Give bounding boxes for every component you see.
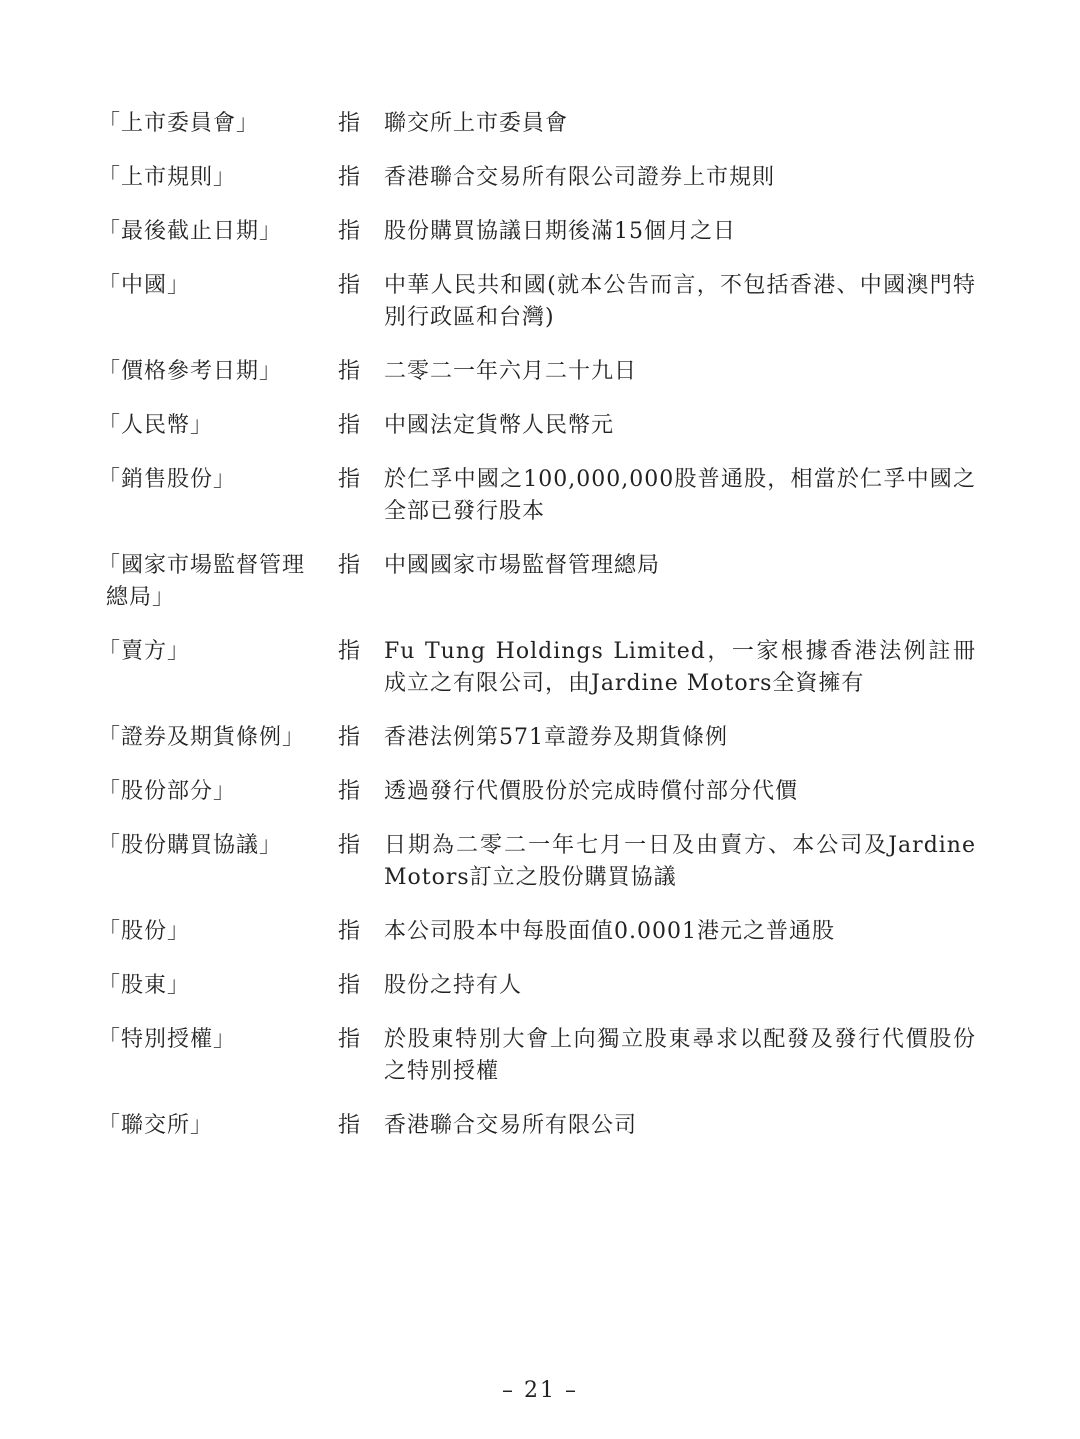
definition-means: 指 xyxy=(338,467,361,492)
definition-means: 指 xyxy=(338,973,361,998)
definition-term: 「股份」 xyxy=(98,919,191,944)
definition-row xyxy=(98,162,988,194)
definition-means: 指 xyxy=(338,165,361,190)
definition-row xyxy=(98,636,988,700)
definition-term: 「人民幣」 xyxy=(98,413,214,438)
definition-row xyxy=(98,916,988,948)
definition-term: 「上市委員會」 xyxy=(98,111,260,136)
definitions-list xyxy=(98,108,988,1164)
definition-means: 指 xyxy=(338,1027,361,1052)
definition-row xyxy=(98,216,988,248)
definition-description: 香港聯合交易所有限公司 xyxy=(384,1113,638,1138)
definition-term: 「賣方」 xyxy=(98,639,191,664)
definition-row xyxy=(98,550,988,614)
definition-means: 指 xyxy=(338,553,361,578)
definition-row xyxy=(98,776,988,808)
definition-description: Fu Tung Holdings Limited，一家根據香港法例註冊成立之有限公司，由Jardine Motors全資擁有 xyxy=(384,639,976,696)
definition-row xyxy=(98,1110,988,1142)
definition-row xyxy=(98,410,988,442)
definition-row xyxy=(98,356,988,388)
definition-term: 「最後截止日期」 xyxy=(98,219,283,244)
definition-term: 「股份購買協議」 xyxy=(98,833,283,858)
definition-term: 「上市規則」 xyxy=(98,165,237,190)
definition-description: 香港法例第571章證券及期貨條例 xyxy=(384,725,728,750)
definition-row xyxy=(98,830,988,894)
definition-description: 本公司股本中每股面值0.0001港元之普通股 xyxy=(384,919,835,944)
definition-means: 指 xyxy=(338,833,361,858)
definition-term: 「特別授權」 xyxy=(98,1027,237,1052)
definition-means: 指 xyxy=(338,1113,361,1138)
definition-description: 聯交所上市委員會 xyxy=(384,111,569,136)
definition-row xyxy=(98,108,988,140)
definition-means: 指 xyxy=(338,219,361,244)
definition-term: 「證券及期貨條例」 xyxy=(98,725,306,750)
definition-term: 「國家市場監督管理 總局」 xyxy=(98,553,306,610)
definition-description: 於股東特別大會上向獨立股東尋求以配發及發行代價股份之特別授權 xyxy=(384,1027,976,1084)
definition-description: 中華人民共和國(就本公告而言，不包括香港、中國澳門特別行政區和台灣) xyxy=(384,273,976,330)
definition-row xyxy=(98,1024,988,1088)
definition-row xyxy=(98,270,988,334)
definition-description: 中國法定貨幣人民幣元 xyxy=(384,413,615,438)
definition-description: 透過發行代價股份於完成時償付部分代價 xyxy=(384,779,799,804)
definition-description: 日期為二零二一年七月一日及由賣方、本公司及Jardine Motors訂立之股份購買協議 xyxy=(384,833,976,890)
definition-description: 於仁孚中國之100,000,000股普通股，相當於仁孚中國之全部已發行股本 xyxy=(384,467,976,524)
definition-term: 「股東」 xyxy=(98,973,191,998)
definition-means: 指 xyxy=(338,111,361,136)
definition-term: 「中國」 xyxy=(98,273,191,298)
definition-means: 指 xyxy=(338,413,361,438)
definition-means: 指 xyxy=(338,639,361,664)
definition-row xyxy=(98,970,988,1002)
definition-term: 「價格參考日期」 xyxy=(98,359,283,384)
definition-row xyxy=(98,722,988,754)
page-number: – 21 – xyxy=(502,1378,578,1403)
definition-term: 「聯交所」 xyxy=(98,1113,214,1138)
definition-term: 「股份部分」 xyxy=(98,779,237,804)
definition-means: 指 xyxy=(338,779,361,804)
definition-means: 指 xyxy=(338,919,361,944)
definition-means: 指 xyxy=(338,359,361,384)
definition-description: 中國國家市場監督管理總局 xyxy=(384,553,661,578)
definition-term: 「銷售股份」 xyxy=(98,467,237,492)
definition-description: 股份之持有人 xyxy=(384,973,523,998)
definition-description: 股份購買協議日期後滿15個月之日 xyxy=(384,219,736,244)
definition-means: 指 xyxy=(338,725,361,750)
definition-row xyxy=(98,464,988,528)
definition-description: 香港聯合交易所有限公司證券上市規則 xyxy=(384,165,776,190)
definition-means: 指 xyxy=(338,273,361,298)
definition-description: 二零二一年六月二十九日 xyxy=(384,359,638,384)
